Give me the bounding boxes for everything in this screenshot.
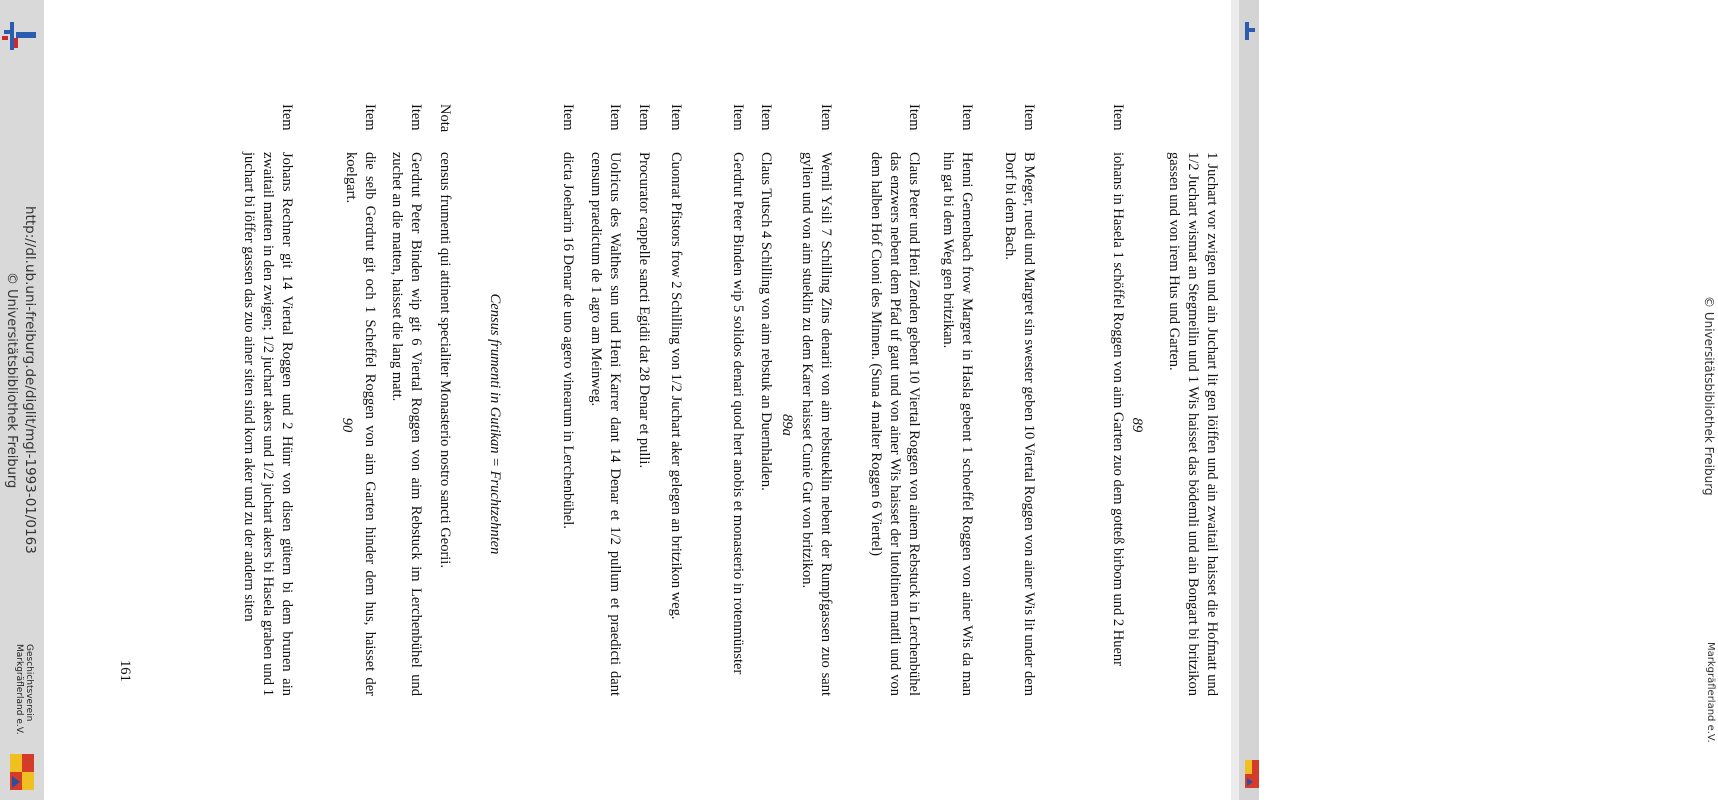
- item-label: Item: [560, 104, 576, 131]
- item-label: Item: [730, 104, 746, 131]
- item-label: Item: [362, 104, 378, 131]
- item-label: Item: [758, 104, 774, 131]
- item-label: Item: [408, 104, 424, 131]
- right-copyright-text: © Universitätsbibliothek Freiburg: [1702, 296, 1716, 496]
- item-text: Johans Rechner git 14 Viertal Roggen und 2 Hünr von disen gütern bi dem brunen ain zwaitail matten in den zwigen; 1/2 juchart akers und 1/2 juchart akers bi Hasela graben und 1 juchart bi löffer gassen das zuo ainer siten sind korn aker und zu der andern siten: [241, 152, 295, 696]
- item-text: iohans in Hasela 1 schöffel Roggen von aim Garten zuo dem gotteß birbom und 2 Huenr: [1110, 152, 1126, 666]
- item-label: Item: [1110, 104, 1126, 131]
- right-page-edge: [1231, 0, 1239, 800]
- right-credits: [1700, 0, 1718, 800]
- item-text: Uolricus des Walthes sun und Heni Karrer dant 14 Denar et 1/2 pullum et praedicti dant censum praedictum de 1 agro am Meinweg.: [588, 152, 623, 696]
- item-text: Claus Peter und Heni Zenden gebent 10 Viertal Roggen von ainem Rebstuck in Lerchenbühel das enzwers nebent dem Pfad uf gaut und von ainer Wis haisset der lutoltinen mattli und von dem halben Hof Cuoni des Minnen. (Suna 4 malter Roggen 6 Viertel): [868, 152, 922, 696]
- society-line-1: Geschichtsverein: [24, 644, 34, 722]
- left-credits: [0, 0, 44, 800]
- item-text: Cuonrat Pfistors frow 2 Schilling von 1/2 Juchart aker gelegen an britzikon weg.: [668, 152, 684, 620]
- item-text: Procurator cappelle sancti Egidii dat 28 Denar et pulli.: [636, 152, 652, 469]
- item-text: Gerdrut Peter Binden wip git 6 Viertal Roggen von aim Rebstuck im Lerchenbühel und zuchet an die matten, haisset die lang matt.: [389, 152, 424, 696]
- item-text: Wernli Ysili 7 Schilling Zins denarii von aim rebstueklin nebent der Rumpfgassen zuo sant gylien und von aim stueklin zu dem Karer haisset Cunie Gut von britzikon.: [799, 152, 834, 696]
- item-label: Item: [668, 104, 684, 131]
- item-label: Item: [279, 104, 295, 131]
- item-label: Item: [906, 104, 922, 131]
- society-name: [14, 644, 34, 735]
- item-text: dicta Joeharin 16 Denar de uno agero vinearum in Lerchenbühel.: [560, 152, 576, 529]
- item-label: Item: [607, 104, 623, 131]
- item-text: Claus Tutsch 4 Schilling von aim rebstuk an Duernhalden.: [758, 152, 774, 491]
- right-margin-bar: [1239, 0, 1259, 800]
- right-society-text: Markgräflerland e.V.: [1705, 642, 1716, 743]
- census-heading: Census frumenti in Gutikan = Fruchtzehnten: [487, 293, 503, 555]
- document-url[interactable]: http://dl.ub.uni-freiburg.de/diglit/mgl-1993-01/0163: [22, 206, 38, 554]
- item-text: census frumenti qui attinent specialiter Monasterio nostro sancti Georii.: [437, 152, 453, 568]
- item-label: Nota: [437, 104, 453, 133]
- coat-of-arms-icon-partial: [1245, 758, 1259, 790]
- section-heading-90: 90: [339, 417, 355, 433]
- item-label: Item: [959, 104, 975, 131]
- item-label: Item: [818, 104, 834, 131]
- item-label: Item: [636, 104, 652, 131]
- scanned-page: [44, 0, 1231, 800]
- item-text: die selb Gerdrut git och 1 Scheffel Roggen von aim Garten hinder dem hus, haisset der koelgart.: [343, 152, 378, 696]
- page-number: 161: [117, 660, 133, 682]
- section-heading-89a: 89a: [779, 414, 795, 436]
- item-text: Gerdrut Peter Binden wip 5 solidos denari quod hert anobis et monasterio in rotenmünster: [730, 152, 746, 675]
- society-line-2: Markgräflerland e.V.: [14, 644, 24, 735]
- item-text: B Meger, ruedi und Margret sin swester geben 10 Viertal Roggen von ainer Wis lit under dem Dorf bi dem Bach.: [1002, 152, 1037, 696]
- library-logo-icon-partial: [1243, 22, 1255, 40]
- item-label: Item: [1021, 104, 1037, 131]
- copyright-text: © Universitätsbibliothek Freiburg: [4, 272, 19, 489]
- intro-paragraph: 1 Juchart vor zwigen und ain Juchart lit gen löiffen und ain zwaitail haisset die Hofmatt und 1/2 Juchart wismat an Stegmeilin und 1 Wis haisset das bödemli und ain Bongart bi britzikon gassen und von irem Hus und Garten.: [1166, 152, 1220, 696]
- item-text: Henni Gemenbach frow Margret in Hasla gebent 1 schoeffel Roggen von ainer Wis da man hin gat bi dem Weg gen britzikan.: [940, 152, 975, 696]
- section-heading-89: 89: [1129, 417, 1145, 433]
